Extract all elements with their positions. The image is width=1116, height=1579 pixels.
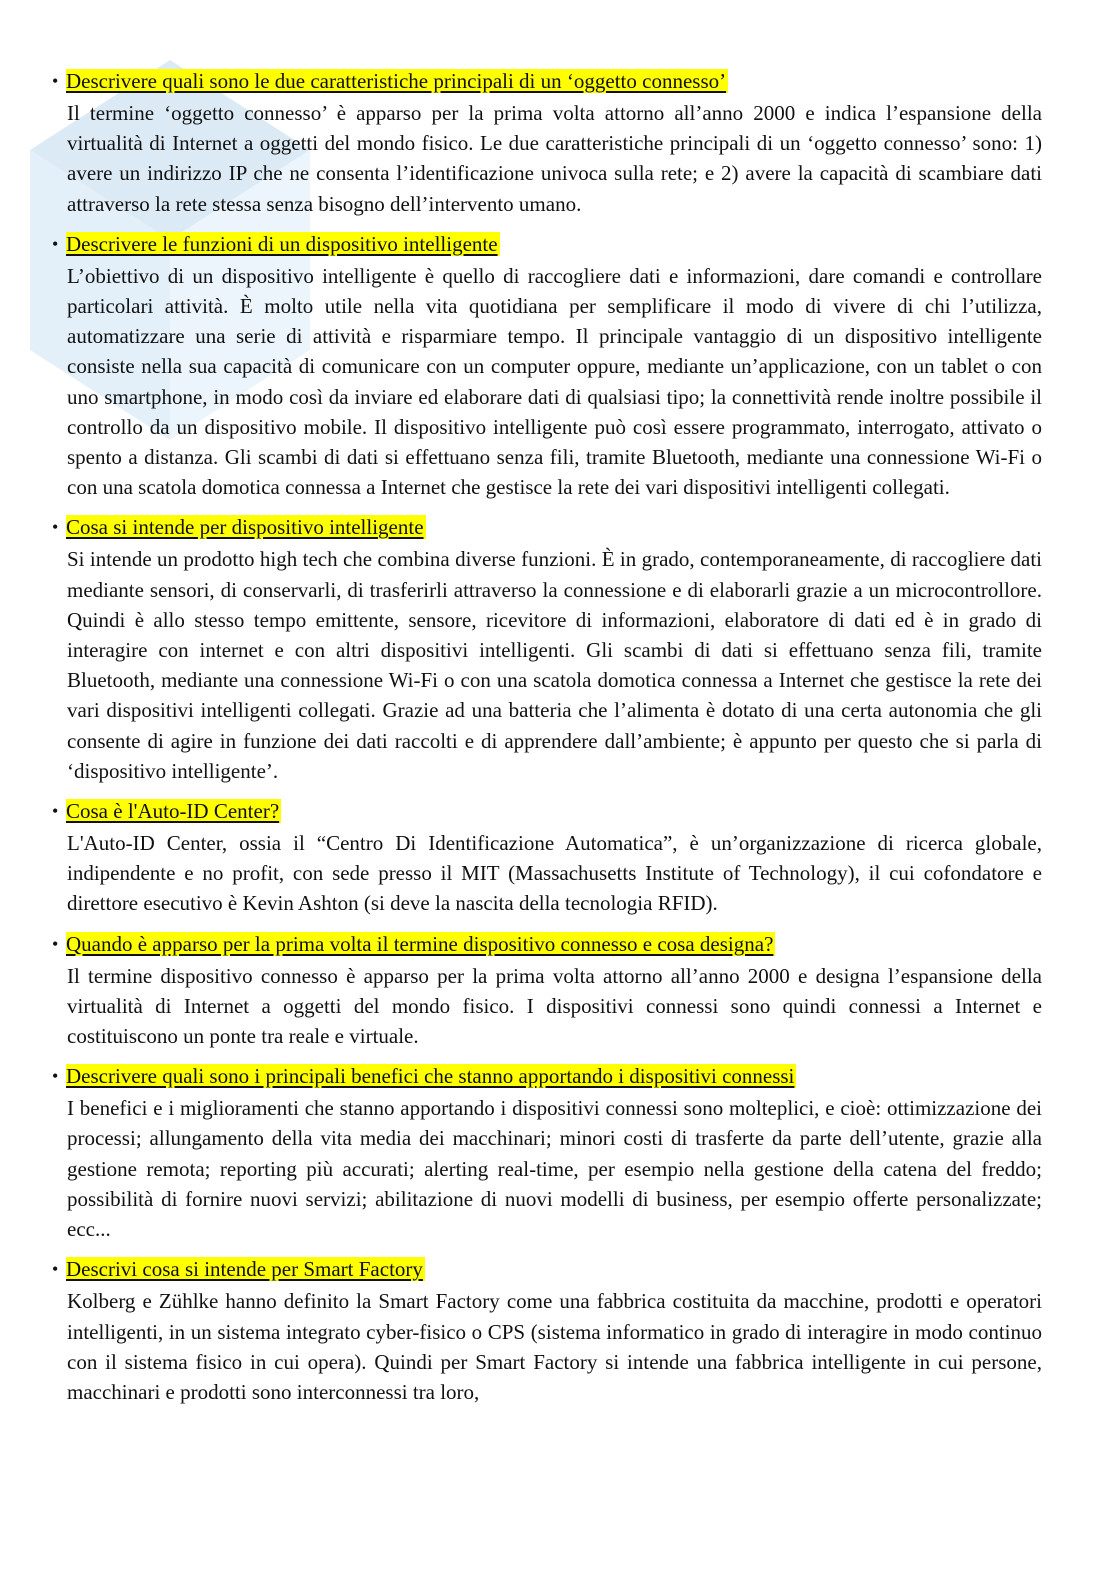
answer-paragraph: L'Auto-ID Center, ossia il “Centro Di Identificazione Automatica”, è un’organizzazione di ricerca globale, indipendente e no profit, con sede presso il MIT (Massachusetts Institute of Technology), il cui cofondatore e direttore esecutivo è Kevin Ashton (si deve la nascita della tecnologia RFID). (67, 831, 1042, 916)
bullet-icon: • (52, 933, 59, 954)
question-heading (52, 929, 1042, 959)
answer-paragraph: Il termine dispositivo connesso è apparso per la prima volta attorno all’anno 2000 e designa l’espansione della virtualità di Internet a oggetti del mondo fisico. I dispositivi connessi sono quindi connessi a Internet e costituiscono un ponte tra reale e virtuale. (67, 963, 1042, 1049)
bullet-icon: • (52, 71, 59, 91)
qa-section (52, 929, 1042, 1052)
question-text: Descrivere quali sono le due caratteristiche principali di un ‘oggetto connesso’ (66, 69, 727, 93)
question-text: Descrivi cosa si intende per Smart Factory (66, 1257, 423, 1282)
answer-paragraph: Si intende un prodotto high tech che combina diverse funzioni. È in grado, contemporaneamente, di raccogliere dati mediante sensori, di conservarli, di trasferirli attraverso la connessione e di elaborarli grazie a un microcontrollore. Quindi è allo stesso tempo emittente, sensore, ricevitore di informazioni, elaboratore di dati ed è in grado di interagire con internet e con altri dispositivi intelligenti. Gli scambi di dati si effettuano senza fili, tramite Bluetooth, mediante una connessione Wi-Fi o con una scatola domotica connessa a Internet che gestisce la rete dei vari dispositivi intelligenti collegati. Grazie ad una batteria che l’alimenta è dotato di una certa autonomia che gli consente di agire in funzione dei dati raccolti e di apprendere dall’ambiente; è appunto per questo che si parla di ‘dispositivo intelligente’. (67, 547, 1042, 783)
answer-paragraph: L’obiettivo di un dispositivo intelligente è quello di raccogliere dati e informazioni, dare comandi e controllare particolari attività. È molto utile nella vita quotidiana per semplificare il modo di vivere di chi l’utilizza, automatizzare una serie di attività e risparmiare tempo. Il principale vantaggio di un dispositivo intelligente consiste nella sua capacità di comunicare con un computer oppure, mediante un’applicazione, con un tablet o con uno smartphone, in modo così da inviare ed elaborare dati di qualsiasi tipo; la connettività rende inoltre possibile il controllo da un dispositivo mobile. Il dispositivo intelligente può così essere programmato, interrogato, attivato o spento a distanza. Gli scambi di dati si effettuano senza fili, tramite Bluetooth, mediante una connessione Wi-Fi o con una scatola domotica connessa a Internet che gestisce la rete dei vari dispositivi intelligenti collegati. (67, 263, 1042, 500)
qa-section (52, 512, 1042, 786)
document-page (52, 66, 1042, 1417)
question-heading (52, 796, 1042, 826)
question-heading (52, 229, 1042, 259)
bullet-icon: • (52, 517, 59, 538)
bullet-icon: • (52, 1259, 59, 1280)
bullet-icon: • (52, 801, 59, 822)
bullet-icon: • (52, 233, 59, 254)
qa-section (52, 796, 1042, 919)
question-text: Descrivere quali sono i principali benefici che stanno apportando i dispositivi connessi (66, 1064, 795, 1089)
answer-paragraph: I benefici e i miglioramenti che stanno apportando i dispositivi connessi sono molteplici, e cioè: ottimizzazione dei processi; allungamento della vita media dei macchinari; minori costi di trasferte da parte dell’utente, grazie alla gestione remota; reporting più accurati; alerting real-time, per esempio nella gestione della catena del freddo; possibilità di fornire nuovi servizi; abilitazione di nuovi modelli di business, per esempio offerte personalizzate; ecc... (67, 1096, 1042, 1242)
answer-paragraph: Il termine ‘oggetto connesso’ è apparso per la prima volta attorno all’anno 2000 e indica l’espansione della virtualità di Internet a oggetti del mondo fisico. Le due caratteristiche principali di un ‘oggetto connesso’ sono: 1) avere un indirizzo IP che ne consenta l’identificazione univoca sulla rete; e 2) avere la capacità di scambiare dati attraverso la rete stessa senza bisogno dell’intervento umano. (67, 101, 1042, 216)
question-text: Cosa è l'Auto-ID Center? (66, 799, 280, 824)
question-heading (52, 1254, 1042, 1284)
qa-section (52, 1254, 1042, 1407)
question-text: Descrivere le funzioni di un dispositivo intelligente (66, 231, 498, 256)
question-text: Quando è apparso per la prima volta il termine dispositivo connesso e cosa designa? (66, 931, 774, 956)
question-heading (52, 1061, 1042, 1091)
answer-paragraph: Kolberg e Zühlke hanno definito la Smart Factory come una fabbrica costituita da macchine, prodotti e operatori intelligenti, in un sistema integrato cyber-fisico o CPS (sistema informatico in grado di interagire in modo continuo con il sistema fisico in cui opera). Quindi per Smart Factory si intende una fabbrica intelligente in cui persone, macchinari e prodotti sono interconnessi tra loro, (67, 1289, 1042, 1404)
bullet-icon: • (52, 1066, 59, 1087)
qa-section (52, 1061, 1042, 1244)
question-heading (52, 512, 1042, 542)
question-heading (52, 66, 1042, 96)
question-text: Cosa si intende per dispositivo intelligente (66, 515, 424, 540)
qa-section (52, 66, 1042, 219)
qa-section (52, 229, 1042, 503)
